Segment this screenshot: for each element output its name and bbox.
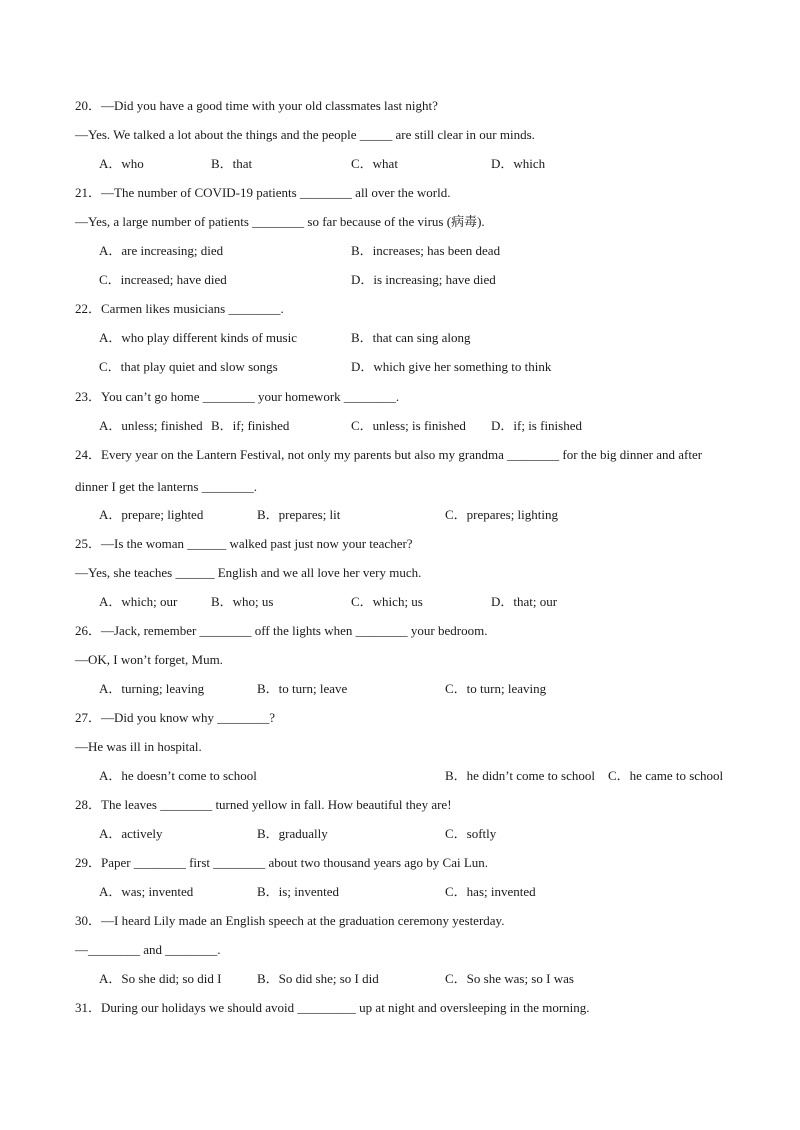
question-22-stem: 22．Carmen likes musicians ________. — [75, 301, 284, 316]
question-21-option-b: B．increases; has been dead — [351, 243, 501, 258]
question-26-response: —OK, I won’t forget, Mum. — [75, 652, 223, 667]
question-26-option-c: C．to turn; leaving — [445, 681, 547, 696]
question-28-option-c: C．softly — [445, 826, 497, 841]
question-29-option-a: A．was; invented — [99, 884, 194, 899]
question-22-option-b: B．that can sing along — [351, 330, 471, 345]
question-27-option-a: A．he doesn’t come to school — [99, 768, 257, 783]
question-24-stem: 24．Every year on the Lantern Festival, not only my parents but also my grandma ________ for the big dinner and after — [75, 447, 703, 462]
question-21-stem: 21．—The number of COVID-19 patients ________ all over the world. — [75, 185, 451, 200]
question-30-stem: 30．—I heard Lily made an English speech at the graduation ceremony yesterday. — [75, 913, 505, 928]
question-20-option-d: D．which — [491, 156, 546, 171]
question-20-stem: 20．—Did you have a good time with your old classmates last night? — [75, 98, 438, 113]
question-24-option-c: C．prepares; lighting — [445, 507, 559, 522]
question-24-stem-continued: dinner I get the lanterns ________. — [75, 479, 257, 494]
question-21-response: —Yes, a large number of patients ________ so far because of the virus (病毒). — [75, 214, 485, 229]
question-29-option-b: B．is; invented — [257, 884, 339, 899]
question-23-stem: 23．You can’t go home ________ your homework ________. — [75, 389, 400, 404]
question-26-option-b: B．to turn; leave — [257, 681, 348, 696]
question-25-response: —Yes, she teaches ______ English and we all love her very much. — [75, 565, 422, 580]
question-31-stem: 31．During our holidays we should avoid _________ up at night and oversleeping in the morning. — [75, 1000, 590, 1015]
question-25-option-d: D．that; our — [491, 594, 558, 609]
question-30-option-c: C．So she was; so I was — [445, 971, 574, 986]
question-29-option-c: C．has; invented — [445, 884, 536, 899]
question-27-option-c: C．he came to school — [608, 768, 724, 783]
question-28-option-a: A．actively — [99, 826, 163, 841]
question-25-stem: 25．—Is the woman ______ walked past just now your teacher? — [75, 536, 413, 551]
question-20-option-c: C．what — [351, 156, 398, 171]
question-22-option-d: D．which give her something to think — [351, 359, 552, 374]
question-23-option-a: A．unless; finished — [99, 418, 203, 433]
question-30-option-a: A．So she did; so did I — [99, 971, 222, 986]
question-24-option-a: A．prepare; lighted — [99, 507, 204, 522]
question-25-option-c: C．which; us — [351, 594, 423, 609]
question-27-option-b: B．he didn’t come to school — [445, 768, 595, 783]
question-29-stem: 29．Paper ________ first ________ about two thousand years ago by Cai Lun. — [75, 855, 489, 870]
question-23-option-b: B．if; finished — [211, 418, 290, 433]
question-21-option-c: C．increased; have died — [99, 272, 227, 287]
question-28-option-b: B．gradually — [257, 826, 328, 841]
question-23-option-d: D．if; is finished — [491, 418, 582, 433]
question-25-option-b: B．who; us — [211, 594, 274, 609]
question-26-option-a: A．turning; leaving — [99, 681, 205, 696]
question-30-option-b: B．So did she; so I did — [257, 971, 379, 986]
question-26-stem: 26．—Jack, remember ________ off the lights when ________ your bedroom. — [75, 623, 488, 638]
question-22-option-a: A．who play different kinds of music — [99, 330, 297, 345]
question-20-option-b: B．that — [211, 156, 253, 171]
question-27-stem: 27．—Did you know why ________? — [75, 710, 276, 725]
question-30-response: —________ and ________. — [75, 942, 221, 957]
question-20-option-a: A．who — [99, 156, 144, 171]
question-21-option-a: A．are increasing; died — [99, 243, 224, 258]
question-28-stem: 28．The leaves ________ turned yellow in fall. How beautiful they are! — [75, 797, 452, 812]
question-24-option-b: B．prepares; lit — [257, 507, 341, 522]
question-20-response: —Yes. We talked a lot about the things and the people _____ are still clear in our minds. — [75, 127, 535, 142]
question-25-option-a: A．which; our — [99, 594, 178, 609]
question-21-option-d: D．is increasing; have died — [351, 272, 496, 287]
question-27-response: —He was ill in hospital. — [75, 739, 202, 754]
question-23-option-c: C．unless; is finished — [351, 418, 466, 433]
question-22-option-c: C．that play quiet and slow songs — [99, 359, 278, 374]
